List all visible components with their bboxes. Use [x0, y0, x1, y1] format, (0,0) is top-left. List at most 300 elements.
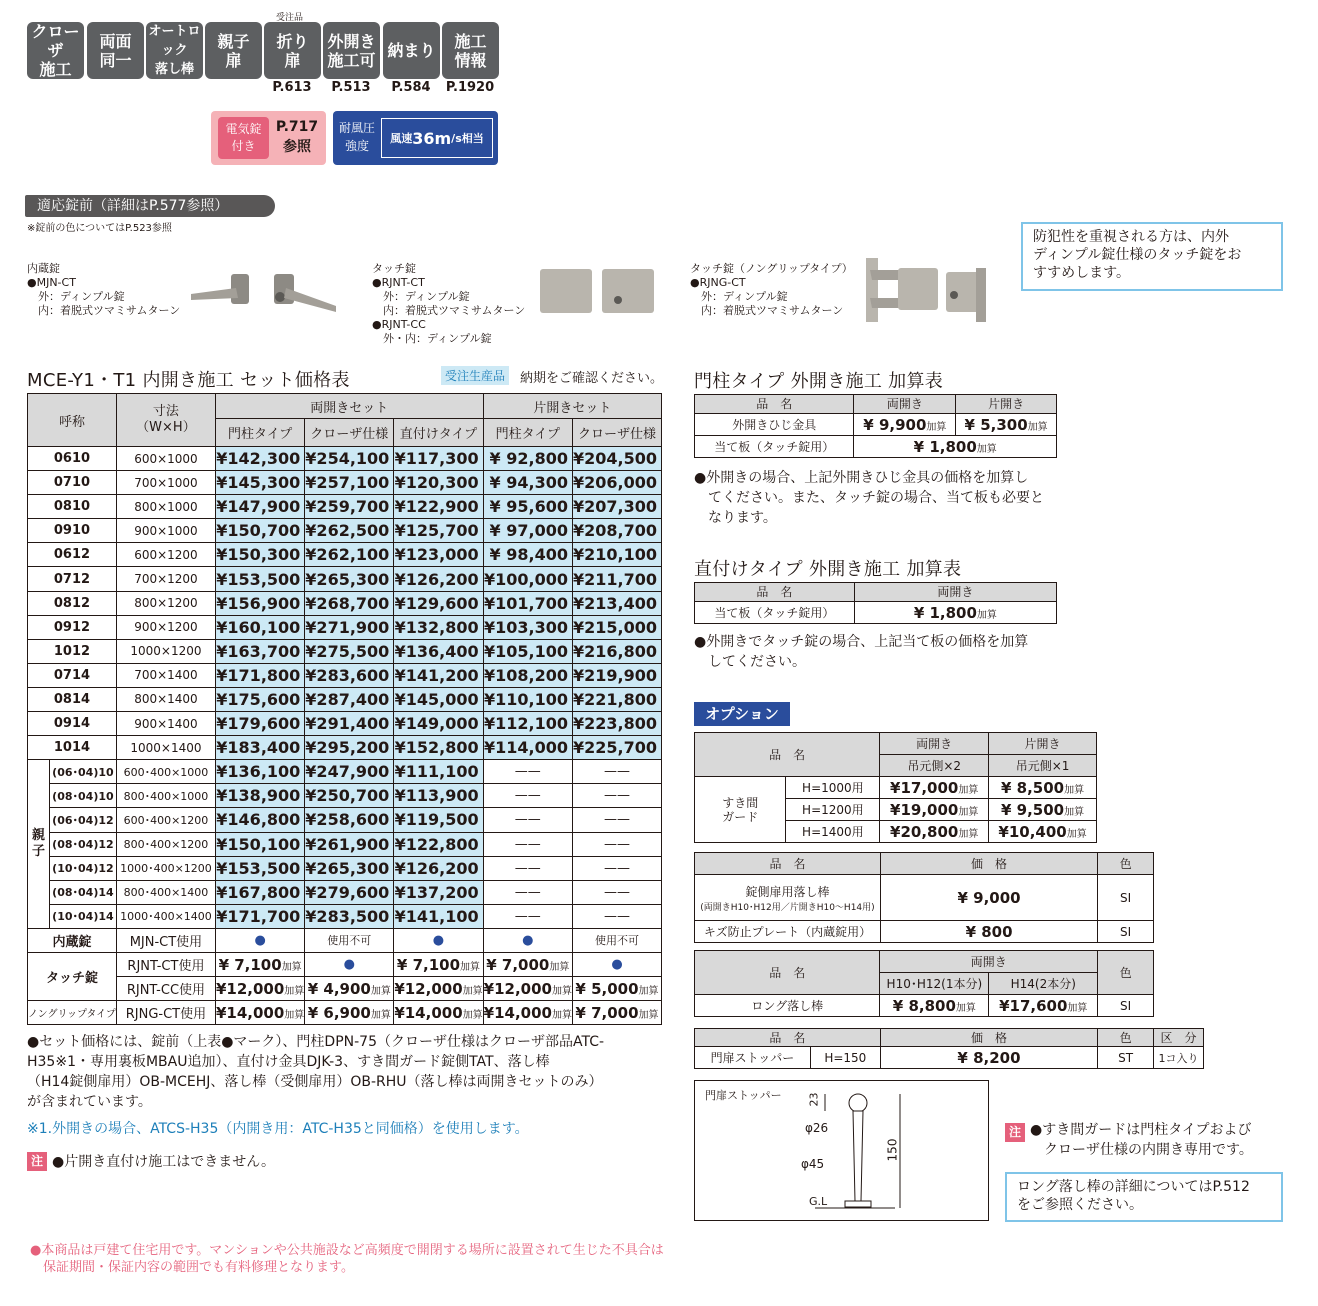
item-name: 錠側扉用落し棒 (両開きH10･H12用／片開きH10～H14用): [695, 875, 881, 921]
gap-guard-table: [694, 732, 1097, 843]
gap-guard-note: ●すき間ガードは門柱タイプおよび クローザ仕様の内開き専用です。: [1030, 1122, 1253, 1158]
row-code: 0814: [28, 687, 117, 711]
table-row: [28, 712, 662, 736]
item-name: 門扉ストッパー: [695, 1047, 811, 1069]
price-cell: ¥259,700: [305, 495, 394, 519]
price-cell: ¥275,500: [305, 639, 394, 663]
dim-150: 150: [885, 1138, 900, 1162]
col-name: 品 名: [695, 733, 880, 777]
empty-cell: ——: [572, 856, 661, 880]
price-cell: ¥149,000: [394, 712, 483, 736]
price-cell: ¥150,700: [215, 519, 304, 543]
price-cell: ¥14,000加算: [394, 1001, 483, 1025]
row-code: 0712: [28, 567, 117, 591]
price-cell: ¥287,400: [305, 687, 394, 711]
lock-builtin-model: MJN-CT使用: [116, 928, 215, 952]
caution-tag: 注: [27, 1152, 47, 1171]
stopper-table: [694, 1028, 1204, 1069]
price-cell: ¥258,600: [305, 808, 394, 832]
table-row: [28, 904, 662, 928]
price-cell: ¥136,100: [215, 760, 304, 784]
row-code: 0810: [28, 495, 117, 519]
price-cell: ¥210,100: [572, 543, 661, 567]
row-size: 800×1000: [116, 495, 215, 519]
feature-tile-autolock: オートロック 落し棒: [146, 22, 203, 79]
lock-rjntct-model: RJNT-CT使用: [116, 952, 215, 976]
lock-rjngct-model: RJNG-CT使用: [116, 1001, 215, 1025]
price-cell: ¥175,600: [215, 687, 304, 711]
price-cell: ¥247,900: [305, 760, 394, 784]
price-cell: ¥ 1,800加算: [854, 602, 1056, 624]
col-double-sub: 吊元側×2: [880, 755, 989, 777]
lock-builtin-label: 内蔵錠: [28, 928, 117, 952]
options-label: オプション: [694, 702, 790, 726]
page-ref: P.584: [391, 80, 431, 95]
post-outward-note: ●外開きの場合、上記外開きひじ金具の価格を加算し てください。また、タッチ錠の場合、当て板も必要と なります。: [694, 470, 1044, 526]
price-cell: ¥146,800: [215, 808, 304, 832]
price-cell: ¥112,100: [483, 712, 572, 736]
price-cell: ¥265,300: [305, 856, 394, 880]
col-double: 両開き: [854, 395, 956, 414]
price-cell: ¥268,700: [305, 591, 394, 615]
set-price-table: [27, 393, 662, 1025]
price-cell: ¥ 97,000: [483, 519, 572, 543]
table-row: [28, 808, 662, 832]
price-cell: ¥145,000: [394, 687, 483, 711]
main-table-title: MCE-Y1・T1 内開き施工 セット価格表: [27, 370, 350, 391]
price-cell: ¥123,000: [394, 543, 483, 567]
row-code: 0612: [28, 543, 117, 567]
price-cell: ¥171,800: [215, 663, 304, 687]
nogrip-lock-image: [858, 250, 998, 330]
price-cell: ¥ 7,000加算: [483, 952, 572, 976]
price-cell: ¥167,800: [215, 880, 304, 904]
empty-cell: ——: [483, 760, 572, 784]
size-cell: H=1200用: [786, 799, 880, 821]
col-b: H14(2本分): [989, 973, 1098, 995]
header-single: 片開きセット: [483, 394, 661, 419]
col-a: H10･H12(1本分): [880, 973, 989, 995]
price-cell: ¥215,000: [572, 615, 661, 639]
price-cell: ¥265,300: [305, 567, 394, 591]
row-size: 800×1200: [116, 591, 215, 615]
dim-26: φ26: [805, 1121, 829, 1135]
price-cell: ¥145,300: [215, 471, 304, 495]
price-cell: ¥163,700: [215, 639, 304, 663]
empty-cell: ——: [572, 880, 661, 904]
col-name: 品 名: [695, 951, 880, 995]
price-cell: ¥279,600: [305, 880, 394, 904]
price-cell: ¥262,500: [305, 519, 394, 543]
lock-builtin-desc: 内蔵錠 ●MJN-CT 外：ディンプル錠 内：着脱式ツマミサムターン: [27, 262, 181, 317]
price-cell: ¥101,700: [483, 591, 572, 615]
row-size: 600×1200: [116, 543, 215, 567]
row-size: 1000･400×1400: [116, 904, 215, 928]
included-dot: ●: [572, 952, 661, 976]
row-size: 1000×1400: [116, 736, 215, 760]
price-cell: ¥ 95,600: [483, 495, 572, 519]
row-size: 600･400×1200: [116, 808, 215, 832]
price-cell: ¥111,100: [394, 760, 483, 784]
electric-lock-ref: P.717 参照: [275, 119, 319, 155]
gap-guard-label: すき間 ガード: [695, 777, 786, 843]
lock-nogrip-desc: タッチ錠（ノングリップタイプ） ●RJNG-CT 外：ディンプル錠 内：着脱式ツマミサムターン: [690, 262, 853, 317]
stopper-drawing: [694, 1080, 989, 1221]
price-cell: ¥117,300: [394, 447, 483, 471]
price-cell: ¥141,100: [394, 904, 483, 928]
col-price: 価 格: [880, 1029, 1097, 1047]
page-ref: P.513: [331, 80, 371, 95]
price-cell: ¥126,200: [394, 567, 483, 591]
feature-tile-closer: クローザ 施工: [27, 22, 84, 79]
empty-cell: ——: [572, 760, 661, 784]
col-single-sub: 吊元側×1: [989, 755, 1097, 777]
feature-tile-parent-child: 親子 扉: [205, 22, 262, 79]
included-dot: ●: [483, 928, 572, 952]
header-closer: クローザ仕様: [572, 419, 661, 447]
price-cell: ¥100,000: [483, 567, 572, 591]
price-cell: ¥122,800: [394, 832, 483, 856]
drop-bar-table: [694, 852, 1154, 943]
price-cell: ¥103,300: [483, 615, 572, 639]
price-cell: ¥ 9,900加算: [854, 414, 956, 436]
price-cell: ¥179,600: [215, 712, 304, 736]
feature-tile-folding: 折り 扉: [264, 22, 321, 79]
table-row: [28, 639, 662, 663]
price-cell: ¥206,000: [572, 471, 661, 495]
color-cell: SI: [1098, 995, 1154, 1017]
price-cell: ¥183,400: [215, 736, 304, 760]
table-row: [28, 880, 662, 904]
price-cell: ¥136,400: [394, 639, 483, 663]
header-post: 門柱タイプ: [483, 419, 572, 447]
price-cell: ¥225,700: [572, 736, 661, 760]
post-outward-title: 門柱タイプ 外開き施工 加算表: [694, 371, 944, 392]
price-cell: ¥208,700: [572, 519, 661, 543]
price-cell: ¥114,000: [483, 736, 572, 760]
col-color: 色: [1098, 951, 1154, 995]
header-name: 呼称: [28, 394, 117, 447]
table-row: [28, 519, 662, 543]
empty-cell: ——: [483, 880, 572, 904]
item-name: 当て板（タッチ錠用）: [695, 602, 855, 624]
row-code: 0812: [28, 591, 117, 615]
price-cell: ¥141,200: [394, 663, 483, 687]
row-code: 0714: [28, 663, 117, 687]
table-row: [28, 687, 662, 711]
header-size: 寸法 （W×H）: [116, 394, 215, 447]
color-cell: SI: [1098, 921, 1154, 943]
row-code: (08･04)12: [49, 832, 116, 856]
price-cell: ¥216,800: [572, 639, 661, 663]
row-code: (10･04)14: [49, 904, 116, 928]
header-double: 両開きセット: [215, 394, 483, 419]
price-cell: ¥ 5,300加算: [956, 414, 1057, 436]
price-cell: ¥132,800: [394, 615, 483, 639]
table-row: [28, 591, 662, 615]
lock-color-note: ※錠前の色についてはP.523参照: [27, 223, 172, 234]
price-cell: ¥105,100: [483, 639, 572, 663]
stopper-drawing-label: 門扉ストッパー: [705, 1089, 782, 1102]
empty-cell: ——: [572, 808, 661, 832]
no-single-direct-note: ●片開き直付け施工はできません。: [52, 1154, 276, 1170]
empty-cell: ——: [483, 904, 572, 928]
price-cell: ¥129,600: [394, 591, 483, 615]
table-row: [28, 495, 662, 519]
price-cell: ¥261,900: [305, 832, 394, 856]
long-drop-bar-table: [694, 950, 1154, 1017]
delivery-note: 納期をご確認ください。: [520, 371, 664, 386]
item-name: ロング落し棒: [695, 995, 880, 1017]
row-code: 0610: [28, 447, 117, 471]
price-cell: ¥211,700: [572, 567, 661, 591]
price-cell: ¥138,900: [215, 784, 304, 808]
feature-tile-fitting: 納まり: [383, 22, 440, 79]
col-double: 両開き: [854, 583, 1056, 602]
price-cell: ¥20,800加算: [880, 821, 989, 843]
price-cell: ¥204,500: [572, 447, 661, 471]
row-code: (06･04)12: [49, 808, 116, 832]
price-cell: ¥125,700: [394, 519, 483, 543]
row-size: 800×1400: [116, 687, 215, 711]
col-name: 品 名: [695, 583, 855, 602]
price-cell: ¥171,700: [215, 904, 304, 928]
col-double: 両開き: [880, 733, 989, 755]
touch-lock-image: [538, 266, 658, 316]
price-cell: ¥17,000加算: [880, 777, 989, 799]
set-includes-note: ●セット価格には、錠前（上表●マーク）、門柱DPN-75（クローザ仕様はクローザ部品ATC- H35※1・専用裏板MBAU追加）、直付け金具DJK-3、すき間ガード錠側TAT、落し棒 （H14錠側扉用）OB-MCEHJ、落し棒（受側扉用）OB-RHU（落し棒は両開きセットのみ） が含まれています。: [27, 1034, 605, 1110]
empty-cell: ——: [483, 784, 572, 808]
price-cell: ¥295,200: [305, 736, 394, 760]
item-name: キズ防止プレート（内蔵錠用）: [695, 921, 881, 943]
price-cell: ¥19,000加算: [880, 799, 989, 821]
empty-cell: ——: [483, 832, 572, 856]
price-cell: ¥113,900: [394, 784, 483, 808]
price-cell: ¥12,000加算: [215, 977, 304, 1001]
empty-cell: ——: [483, 856, 572, 880]
price-cell: ¥ 9,000: [880, 875, 1097, 921]
price-cell: ¥ 9,500加算: [989, 799, 1097, 821]
price-cell: ¥137,200: [394, 880, 483, 904]
table-row: [28, 736, 662, 760]
color-cell: SI: [1098, 875, 1154, 921]
size-cell: H=150: [810, 1047, 880, 1069]
price-cell: ¥ 8,500加算: [989, 777, 1097, 799]
price-cell: ¥ 5,000加算: [572, 977, 661, 1001]
price-cell: ¥223,800: [572, 712, 661, 736]
row-size: 900×1400: [116, 712, 215, 736]
row-code: (08･04)14: [49, 880, 116, 904]
price-cell: ¥147,900: [215, 495, 304, 519]
table-row: [28, 663, 662, 687]
empty-cell: ——: [572, 904, 661, 928]
row-size: 600･400×1000: [116, 760, 215, 784]
oyako-label: 親 子: [28, 760, 50, 929]
security-note: 防犯性を重視される方は、内外 ディンプル錠仕様のタッチ錠をお すすめします。: [1021, 222, 1283, 291]
dim-23: 23: [807, 1092, 821, 1107]
item-name: 当て板（タッチ錠用）: [695, 436, 854, 458]
dim-45: φ45: [801, 1157, 825, 1171]
row-size: 1000×1200: [116, 639, 215, 663]
price-cell: ¥160,100: [215, 615, 304, 639]
unavailable-cell: 使用不可: [305, 928, 394, 952]
included-dot: ●: [394, 928, 483, 952]
price-cell: ¥153,500: [215, 856, 304, 880]
price-cell: ¥ 800: [880, 921, 1097, 943]
row-size: 700×1200: [116, 567, 215, 591]
col-unit: 区 分: [1154, 1029, 1204, 1047]
col-double: 両開き: [880, 951, 1098, 973]
price-cell: ¥ 7,100加算: [215, 952, 304, 976]
footnote-1: ※1.外開きの場合、ATCS-H35（内開き用：ATC-H35と同価格）を使用します。: [27, 1121, 529, 1137]
price-cell: ¥108,200: [483, 663, 572, 687]
price-cell: ¥122,900: [394, 495, 483, 519]
price-cell: ¥ 8,800加算: [880, 995, 989, 1017]
lock-nogrip-label: ノングリップタイプ: [28, 1001, 117, 1025]
price-cell: ¥ 94,300: [483, 471, 572, 495]
long-drop-bar-note: ロング落し棒の詳細についてはP.512 をご参照ください。: [1005, 1172, 1283, 1222]
lock-touch-label: タッチ錠: [28, 952, 117, 1000]
unit-cell: 1コ入り: [1154, 1047, 1204, 1069]
wind-label: 耐風圧 強度: [338, 121, 375, 153]
size-cell: H=1000用: [786, 777, 880, 799]
header-direct: 直付けタイプ: [394, 419, 483, 447]
table-row: [28, 471, 662, 495]
section-header-locks: 適応錠前（詳細はP.577参照）: [25, 195, 275, 217]
lock-touch-desc: タッチ錠 ●RJNT-CT 外：ディンプル錠 内：着脱式ツマミサムターン ●RJNT-CC 外・内：ディンプル錠: [372, 262, 526, 345]
disclaimer: ●本商品は戸建て住宅用です。マンションや公共施設など高頻度で開閉する場所に設置されて生じた不具合は 保証期間・保証内容の範囲でも有料修理となります。: [30, 1243, 664, 1275]
row-code: 1014: [28, 736, 117, 760]
page-ref: P.613: [272, 80, 312, 95]
header-closer: クローザ仕様: [305, 419, 394, 447]
made-to-order-label: 受注品: [276, 13, 304, 23]
made-to-order-badge: 受注生産品: [441, 366, 509, 385]
row-size: 900×1200: [116, 615, 215, 639]
price-cell: ¥207,300: [572, 495, 661, 519]
empty-cell: ——: [483, 808, 572, 832]
col-price: 価 格: [880, 853, 1097, 875]
col-color: 色: [1098, 1029, 1154, 1047]
price-cell: ¥150,300: [215, 543, 304, 567]
item-name: 外開きひじ金具: [695, 414, 854, 436]
feature-tile-both-sides: 両面 同一: [87, 22, 144, 79]
row-code: 1012: [28, 639, 117, 663]
lever-lock-image: [186, 270, 346, 320]
price-cell: ¥283,600: [305, 663, 394, 687]
row-size: 700×1000: [116, 471, 215, 495]
price-cell: ¥221,800: [572, 687, 661, 711]
table-row: [28, 856, 662, 880]
price-cell: ¥ 8,200: [880, 1047, 1097, 1069]
electric-lock-badge: [211, 111, 326, 165]
row-size: 800･400×1400: [116, 880, 215, 904]
table-row: [28, 567, 662, 591]
stopper-diagram-icon: [695, 1081, 990, 1222]
row-size: 900×1000: [116, 519, 215, 543]
price-cell: ¥142,300: [215, 447, 304, 471]
price-cell: ¥10,400加算: [989, 821, 1097, 843]
price-cell: ¥156,900: [215, 591, 304, 615]
col-name: 品 名: [695, 853, 881, 875]
table-row: [28, 447, 662, 471]
row-code: 0914: [28, 712, 117, 736]
price-cell: ¥ 6,900加算: [305, 1001, 394, 1025]
price-cell: ¥150,100: [215, 832, 304, 856]
dim-gl: G.L: [809, 1195, 828, 1208]
lock-rjntcc-model: RJNT-CC使用: [116, 977, 215, 1001]
price-cell: ¥283,500: [305, 904, 394, 928]
col-single: 片開き: [989, 733, 1097, 755]
price-cell: ¥291,400: [305, 712, 394, 736]
price-cell: ¥120,300: [394, 471, 483, 495]
col-color: 色: [1098, 853, 1154, 875]
empty-cell: ——: [572, 832, 661, 856]
col-single: 片開き: [956, 395, 1057, 414]
price-cell: ¥250,700: [305, 784, 394, 808]
price-cell: ¥ 92,800: [483, 447, 572, 471]
row-code: 0910: [28, 519, 117, 543]
row-code: (08･04)10: [49, 784, 116, 808]
price-cell: ¥262,100: [305, 543, 394, 567]
price-cell: ¥12,000加算: [483, 977, 572, 1001]
included-dot: ●: [305, 952, 394, 976]
electric-lock-label: 電気錠 付き: [218, 117, 269, 159]
table-row: [28, 543, 662, 567]
direct-outward-title: 直付けタイプ 外開き施工 加算表: [694, 559, 962, 580]
row-size: 800･400×1000: [116, 784, 215, 808]
price-cell: ¥ 98,400: [483, 543, 572, 567]
price-cell: ¥ 7,000加算: [572, 1001, 661, 1025]
price-cell: ¥152,800: [394, 736, 483, 760]
price-cell: ¥ 1,800加算: [854, 436, 1057, 458]
wind-resistance-badge: [333, 111, 498, 165]
price-cell: ¥271,900: [305, 615, 394, 639]
empty-cell: ——: [572, 784, 661, 808]
price-cell: ¥17,600加算: [989, 995, 1098, 1017]
price-cell: ¥12,000加算: [394, 977, 483, 1001]
price-cell: ¥14,000加算: [483, 1001, 572, 1025]
row-size: 1000･400×1200: [116, 856, 215, 880]
row-code: 0912: [28, 615, 117, 639]
post-outward-table: [694, 394, 1057, 458]
header-post: 門柱タイプ: [215, 419, 304, 447]
feature-tile-info: 施工 情報: [442, 22, 499, 79]
price-cell: ¥110,100: [483, 687, 572, 711]
included-dot: ●: [215, 928, 304, 952]
col-name: 品 名: [695, 1029, 881, 1047]
table-row: [28, 784, 662, 808]
direct-outward-note: ●外開きでタッチ錠の場合、上記当て板の価格を加算 してください。: [694, 634, 1029, 670]
price-cell: ¥ 7,100加算: [394, 952, 483, 976]
table-row: [28, 760, 662, 784]
table-row: [28, 832, 662, 856]
row-size: 700×1400: [116, 663, 215, 687]
price-cell: ¥254,100: [305, 447, 394, 471]
row-code: (06･04)10: [49, 760, 116, 784]
color-cell: ST: [1098, 1047, 1154, 1069]
row-size: 600×1000: [116, 447, 215, 471]
price-cell: ¥ 4,900加算: [305, 977, 394, 1001]
direct-outward-table: [694, 582, 1057, 624]
price-cell: ¥119,500: [394, 808, 483, 832]
page-ref: P.1920: [445, 80, 495, 95]
price-cell: ¥219,900: [572, 663, 661, 687]
feature-tile-outward: 外開き 施工可: [323, 22, 380, 79]
table-row: [28, 615, 662, 639]
price-cell: ¥126,200: [394, 856, 483, 880]
price-cell: ¥153,500: [215, 567, 304, 591]
price-cell: ¥213,400: [572, 591, 661, 615]
